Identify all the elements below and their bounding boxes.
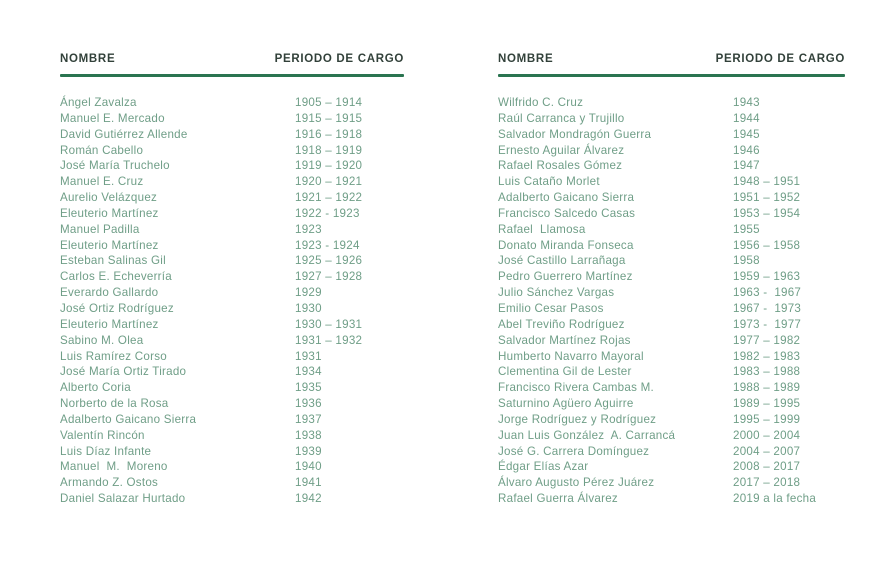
- person-name: Sabino M. Olea: [60, 333, 144, 347]
- term-period: 1930: [295, 301, 322, 315]
- person-name: Román Cabello: [60, 143, 144, 157]
- column-header-nombre: NOMBRE: [60, 53, 116, 65]
- table-row: [498, 174, 845, 190]
- term-period: 1967 - 1973: [733, 301, 802, 315]
- table-row: [60, 253, 404, 269]
- person-name: Valentín Rincón: [60, 428, 145, 442]
- term-period: 1956 – 1958: [733, 238, 801, 252]
- table-row: [498, 317, 845, 333]
- person-name: Raúl Carranca y Trujillo: [498, 111, 625, 125]
- person-name: Julio Sánchez Vargas: [498, 286, 615, 300]
- table-row: [60, 158, 404, 174]
- table-row: [60, 222, 404, 238]
- column-header-periodo: PERIODO DE CARGO: [274, 53, 404, 65]
- table-row: [60, 428, 404, 444]
- table-row: [498, 428, 845, 444]
- table-row: [60, 174, 404, 190]
- table-row: [60, 333, 404, 349]
- person-name: Saturnino Agüero Aguirre: [498, 397, 634, 411]
- table-row: [498, 475, 845, 491]
- table-row: [60, 238, 404, 254]
- person-name: Ángel Zavalza: [60, 96, 137, 109]
- person-name: Eleuterio Martínez: [60, 206, 159, 220]
- table-row: [498, 253, 845, 269]
- table-row: [60, 459, 404, 475]
- person-name: Manuel E. Cruz: [60, 175, 144, 189]
- term-period: 1918 – 1919: [295, 143, 363, 157]
- person-name: Salvador Martínez Rojas: [498, 333, 631, 347]
- table-row: [60, 444, 404, 460]
- term-period: 1921 – 1922: [295, 191, 363, 205]
- term-period: 1977 – 1982: [733, 333, 801, 347]
- table-row: [60, 396, 404, 412]
- term-period: 1940: [295, 460, 322, 474]
- table-row: [60, 475, 404, 491]
- person-name: Francisco Salcedo Casas: [498, 206, 636, 220]
- term-period: 1916 – 1918: [295, 127, 363, 141]
- term-period: 1963 - 1967: [733, 286, 802, 300]
- table-row: [498, 206, 845, 222]
- column-header-nombre: NOMBRE: [498, 53, 554, 65]
- person-name: Norberto de la Rosa: [60, 397, 169, 411]
- person-name: José María Ortiz Tirado: [60, 365, 187, 379]
- term-period: 1939: [295, 444, 322, 458]
- table-row: [498, 190, 845, 206]
- term-period: 1923: [295, 222, 322, 236]
- term-period: 1936: [295, 397, 322, 411]
- person-name: José Ortiz Rodríguez: [60, 301, 174, 315]
- person-name: Alberto Coria: [60, 381, 131, 395]
- term-period: 1948 – 1951: [733, 175, 801, 189]
- term-period: 2019 a la fecha: [733, 492, 817, 506]
- person-name: Everardo Gallardo: [60, 286, 159, 300]
- table-row: [60, 206, 404, 222]
- term-period: 1945: [733, 127, 760, 141]
- person-name: Emilio Cesar Pasos: [498, 301, 604, 315]
- person-name: Adalberto Gaicano Sierra: [498, 191, 635, 205]
- table-row: [60, 269, 404, 285]
- term-period: 1925 – 1926: [295, 254, 363, 268]
- term-period: 1988 – 1989: [733, 381, 801, 395]
- table-row: [60, 127, 404, 143]
- table-row: [498, 444, 845, 460]
- table-row: [498, 349, 845, 365]
- term-period: 2017 – 2018: [733, 476, 801, 490]
- term-period: 1989 – 1995: [733, 397, 801, 411]
- name-period-table-right: [498, 52, 845, 507]
- term-period: 1927 – 1928: [295, 270, 363, 284]
- term-period: 1905 – 1914: [295, 96, 363, 109]
- term-period: 1938: [295, 428, 322, 442]
- table-row: [60, 364, 404, 380]
- table-row: [498, 333, 845, 349]
- table-row: [498, 301, 845, 317]
- person-name: Wilfrido C. Cruz: [498, 96, 584, 109]
- table-row: [60, 491, 404, 507]
- term-period: 1942: [295, 492, 322, 506]
- term-period: 1930 – 1931: [295, 317, 363, 331]
- person-name: Jorge Rodríguez y Rodríguez: [498, 412, 657, 426]
- person-name: José María Truchelo: [60, 159, 170, 173]
- term-period: 1953 – 1954: [733, 206, 801, 220]
- term-period: 2008 – 2017: [733, 460, 801, 474]
- term-period: 1959 – 1963: [733, 270, 801, 284]
- term-period: 1934: [295, 365, 322, 379]
- term-period: 1941: [295, 476, 322, 490]
- table-row: [498, 269, 845, 285]
- person-name: Pedro Guerrero Martínez: [498, 270, 633, 284]
- person-name: José Castillo Larrañaga: [498, 254, 626, 268]
- person-name: Juan Luis González A. Carrancá: [498, 428, 676, 442]
- term-period: 1982 – 1983: [733, 349, 801, 363]
- person-name: Rafael Llamosa: [498, 222, 586, 236]
- person-name: Eleuterio Martínez: [60, 317, 159, 331]
- term-period: 1919 – 1920: [295, 159, 363, 173]
- person-name: Clementina Gil de Lester: [498, 365, 632, 379]
- table-row: [498, 95, 845, 111]
- header-underline: [60, 74, 404, 77]
- person-name: José G. Carrera Domínguez: [498, 444, 650, 458]
- person-name: Aurelio Velázquez: [60, 191, 158, 205]
- person-name: Adalberto Gaicano Sierra: [60, 412, 197, 426]
- term-period: 1915 – 1915: [295, 111, 363, 125]
- table-row: [498, 285, 845, 301]
- person-name: Édgar Elías Azar: [498, 460, 589, 474]
- term-period: 1946: [733, 143, 760, 157]
- table-row: [498, 158, 845, 174]
- table-row: [60, 349, 404, 365]
- person-name: Francisco Rivera Cambas M.: [498, 381, 654, 395]
- person-name: Humberto Navarro Mayoral: [498, 349, 644, 363]
- term-period: 1947: [733, 159, 760, 173]
- person-name: Armando Z. Ostos: [60, 476, 159, 490]
- term-period: 1958: [733, 254, 760, 268]
- term-period: 1929: [295, 286, 322, 300]
- table-row: [60, 412, 404, 428]
- table-row: [60, 190, 404, 206]
- person-name: Manuel M. Moreno: [60, 460, 168, 474]
- term-period: 1923 - 1924: [295, 238, 360, 252]
- person-name: Eleuterio Martínez: [60, 238, 159, 252]
- table-rows: [60, 95, 404, 507]
- person-name: Luis Ramírez Corso: [60, 349, 167, 363]
- table-row: [498, 491, 845, 507]
- person-name: Ernesto Aguilar Álvarez: [498, 143, 625, 157]
- term-period: 1951 – 1952: [733, 191, 801, 205]
- term-period: 1983 – 1988: [733, 365, 801, 379]
- table-header: [60, 52, 404, 66]
- table-row: [498, 111, 845, 127]
- table-rows: [498, 95, 845, 507]
- term-period: 1944: [733, 111, 760, 125]
- table-header: [498, 52, 845, 66]
- person-name: Abel Treviño Rodríguez: [498, 317, 625, 331]
- table-row: [60, 317, 404, 333]
- term-period: 1943: [733, 96, 760, 109]
- person-name: Salvador Mondragón Guerra: [498, 127, 652, 141]
- table-row: [60, 95, 404, 111]
- table-row: [498, 380, 845, 396]
- column-header-periodo: PERIODO DE CARGO: [715, 53, 845, 65]
- person-name: Donato Miranda Fonseca: [498, 238, 634, 252]
- person-name: David Gutiérrez Allende: [60, 127, 188, 141]
- term-period: 1931: [295, 349, 322, 363]
- term-period: 1931 – 1932: [295, 333, 363, 347]
- person-name: Esteban Salinas Gil: [60, 254, 166, 268]
- table-row: [60, 301, 404, 317]
- person-name: Carlos E. Echeverría: [60, 270, 172, 284]
- header-underline: [498, 74, 845, 77]
- table-row: [498, 143, 845, 159]
- table-row: [60, 285, 404, 301]
- person-name: Manuel E. Mercado: [60, 111, 165, 125]
- table-row: [60, 111, 404, 127]
- table-row: [498, 238, 845, 254]
- term-period: 1973 - 1977: [733, 317, 802, 331]
- name-period-table-left: [60, 52, 404, 507]
- term-period: 1937: [295, 412, 322, 426]
- table-row: [498, 412, 845, 428]
- person-name: Manuel Padilla: [60, 222, 140, 236]
- table-row: [498, 127, 845, 143]
- person-name: Álvaro Augusto Pérez Juárez: [498, 476, 655, 490]
- table-row: [498, 459, 845, 475]
- table-row: [60, 380, 404, 396]
- term-period: 2000 – 2004: [733, 428, 801, 442]
- person-name: Luis Cataño Morlet: [498, 175, 600, 189]
- term-period: 1955: [733, 222, 760, 236]
- person-name: Daniel Salazar Hurtado: [60, 492, 186, 506]
- person-name: Luis Díaz Infante: [60, 444, 152, 458]
- term-period: 1920 – 1921: [295, 175, 363, 189]
- person-name: Rafael Guerra Álvarez: [498, 492, 618, 506]
- term-period: 1995 – 1999: [733, 412, 801, 426]
- person-name: Rafael Rosales Gómez: [498, 159, 623, 173]
- term-period: 2004 – 2007: [733, 444, 801, 458]
- table-row: [498, 396, 845, 412]
- table-row: [498, 364, 845, 380]
- term-period: 1922 - 1923: [295, 206, 360, 220]
- table-row: [498, 222, 845, 238]
- table-row: [60, 143, 404, 159]
- term-period: 1935: [295, 381, 322, 395]
